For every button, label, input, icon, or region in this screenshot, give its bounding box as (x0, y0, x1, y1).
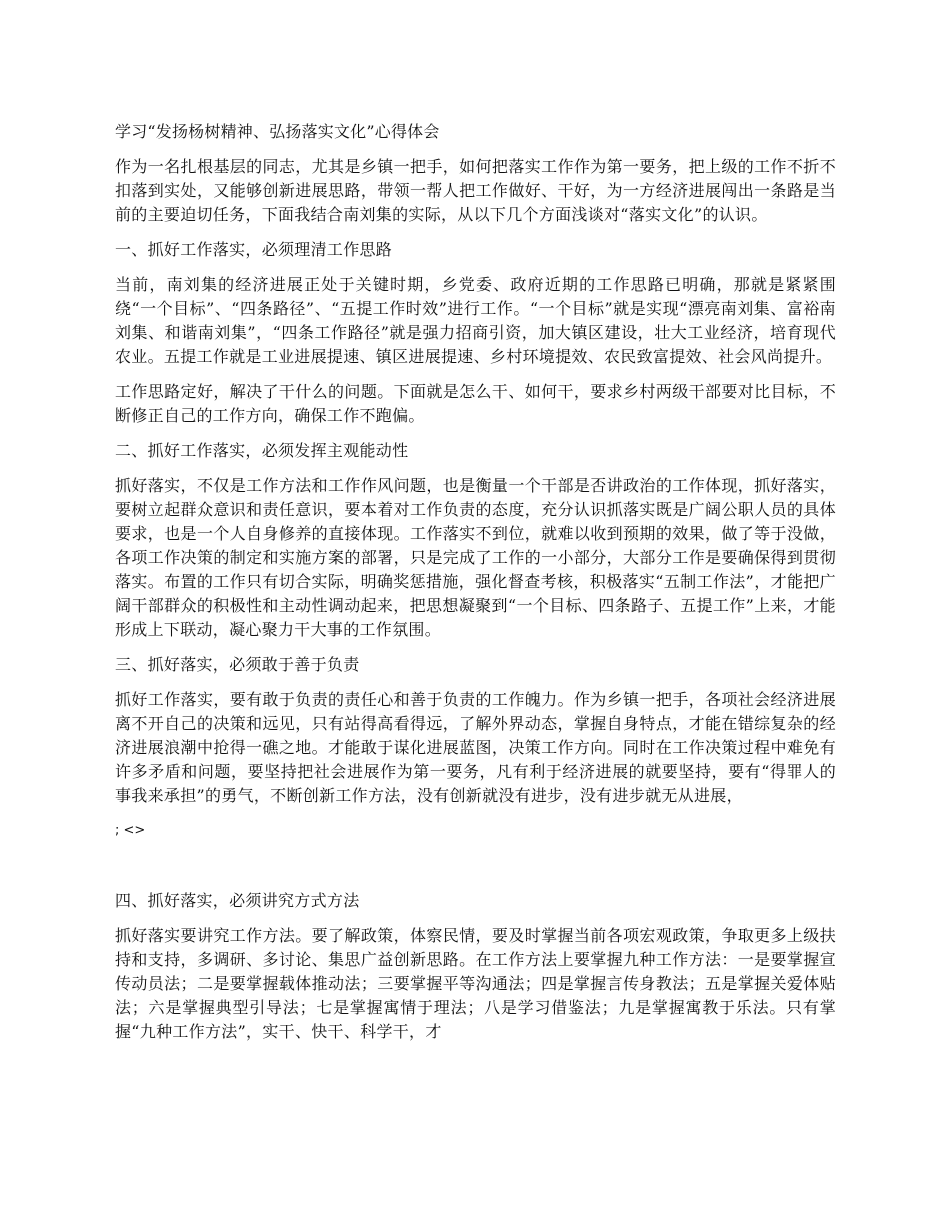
section-3-paragraph-1: 抓好工作落实，要有敢于负责的责任心和善于负责的工作魄力。作为乡镇一把手，各项社会经济进展离不开自己的决策和远见，只有站得高看得远，了解外界动态，掌握自身特点，才能在错综复杂的经济进展浪潮中抢得一礁之地。才能敢于谋化进展蓝图，决策工作方向。同时在工作决策过程中难免有许多矛盾和问题，要坚持把社会进展作为第一要务，凡有利于经济进展的就要坚持，要有“得罪人的事我来承担”的勇气，不断创新工作方法，没有创新就没有进步，没有进步就无从进展， (115, 690, 836, 805)
section-2-paragraph-1: 抓好落实，不仅是工作方法和工作作风问题，也是衡量一个干部是否讲政治的工作体现，抓好落实，要树立起群众意识和责任意识，要本着对工作负责的态度，充分认识抓落实既是广阔公职人员的具体要求，也是一个人自身修养的直接体现。工作落实不到位，就难以收到预期的效果，做了等于没做，各项工作决策的制定和实施方案的部署，只是完成了工作的一小部分，大部分工作是要确保得到贯彻落实。布置的工作只有切合实际，明确奖惩措施，强化督查考核，积极落实“五制工作法”，才能把广阔干部群众的积极性和主动性调动起来，把思想凝聚到“一个目标、四条路子、五提工作”上来，才能形成上下联动，凝心聚力干大事的工作氛围。 (115, 476, 836, 639)
intro-paragraph: 作为一名扎根基层的同志，尤其是乡镇一把手，如何把落实工作作为第一要务，把上级的工作不折不扣落到实处，又能够创新进展思路，带领一帮人把工作做好、干好，为一方经济进展闯出一条路是当前的主要迫切任务，下面我结合南刘集的实际，从以下几个方面浅谈对“落实文化”的认识。 (115, 157, 836, 224)
section-1-paragraph-2: 工作思路定好，解决了干什么的问题。下面就是怎么干、如何干，要求乡村两级干部要对比目标，不断修正自己的工作方向，确保工作不跑偏。 (115, 382, 836, 425)
page-break-marker: ; <> (115, 823, 146, 838)
section-4-heading: 四、抓好落实，必须讲究方式方法 (115, 891, 360, 910)
document-title: 学习“发扬杨树精神、弘扬落实文化”心得体会 (115, 122, 440, 141)
section-3-heading: 三、抓好落实，必须敢于善于负责 (115, 655, 360, 674)
section-1-paragraph-1: 当前，南刘集的经济进展正处于关键时期，乡党委、政府近期的工作思路已明确，那就是紧紧围绕“一个目标”、“四条路径”、“五提工作时效”进行工作。“一个目标”就是实现“漂亮南刘集、富裕南刘集、和谐南刘集”，“四条工作路径”就是强力招商引资，加大镇区建设，壮大工业经济，培育现代农业。五提工作就是工业进展提速、镇区进展提速、乡村环境提效、农民致富提效、社会风尚提升。 (115, 275, 836, 366)
section-1-heading: 一、抓好工作落实，必须理清工作思路 (115, 240, 393, 259)
section-4-paragraph-1: 抓好落实要讲究工作方法。要了解政策，体察民情，要及时掌握当前各项宏观政策，争取更多上级扶持和支持，多调研、多讨论、集思广益创新思路。在工作方法上要掌握九种工作方法：一是要掌握宣传动员法；二是要掌握载体推动法；三要掌握平等沟通法；四是掌握言传身教法；五是掌握关爱体贴法；六是掌握典型引导法；七是掌握寓情于理法；八是学习借鉴法；九是掌握寓教于乐法。只有掌握“九种工作方法”，实干、快干、科学干，才 (115, 926, 836, 1041)
section-2-heading: 二、抓好工作落实，必须发挥主观能动性 (115, 441, 409, 460)
